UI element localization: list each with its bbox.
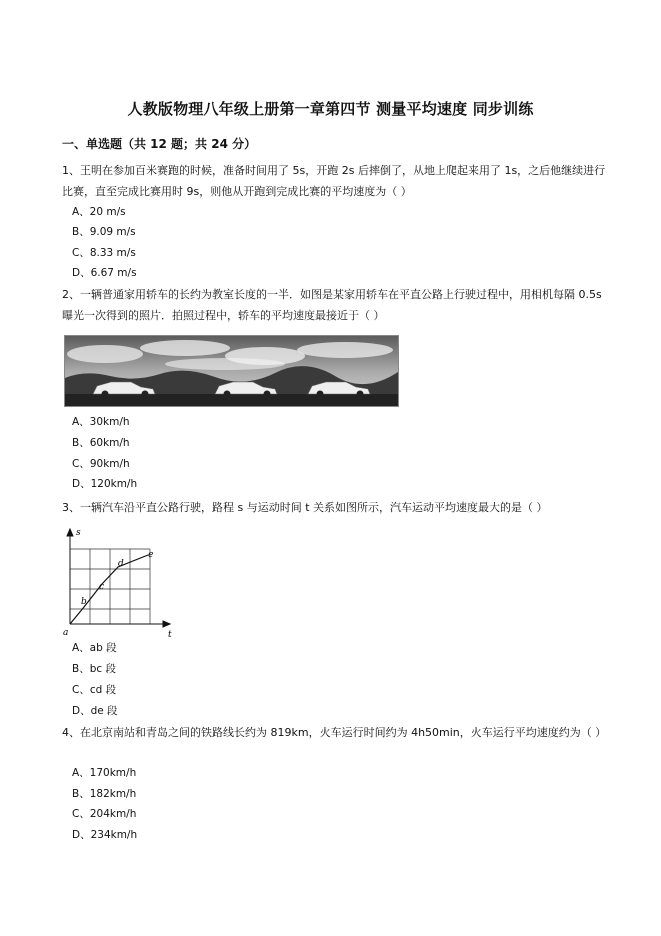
- question-3-option-d: D、de 段: [72, 705, 118, 717]
- question-1-option-c: C、8.33 m/s: [72, 247, 136, 259]
- point-label-c: c: [99, 582, 105, 592]
- question-2-option-b: B、60km/h: [72, 437, 130, 449]
- section-heading: 一、单选题（共 12 题；共 24 分）: [62, 137, 257, 151]
- question-4-text: 4、在北京南站和青岛之间的铁路线长约为 819km，火车运行时间约为 4h50min，火车运行平均速度约为（ ）: [62, 726, 607, 739]
- question-2-option-d: D、120km/h: [72, 478, 138, 490]
- question-2-option-a: A、30km/h: [72, 416, 130, 428]
- question-4-option-d: D、234km/h: [72, 829, 138, 841]
- graph-curve: [70, 555, 148, 624]
- question-1-option-a: A、20 m/s: [72, 206, 126, 218]
- question-1-option-b: B、9.09 m/s: [72, 226, 136, 238]
- distance-time-graph: [62, 527, 177, 639]
- question-2-text: 2、一辆普通家用轿车的长约为教室长度的一半．如图是某家用轿车在平直公路上行驶过程中，用相机每隔 0.5s 曝光一次得到的照片．拍照过程中，轿车的平均速度最接近于（ ）: [62, 288, 602, 322]
- graph-grid: [70, 549, 150, 624]
- point-label-b: b: [81, 597, 87, 607]
- question-3-option-c: C、cd 段: [72, 684, 117, 696]
- page-title: 人教版物理八年级上册第一章第四节 测量平均速度 同步训练: [127, 100, 534, 118]
- question-3-text: 3、一辆汽车沿平直公路行驶，路程 s 与运动时间 t 关系如图所示，汽车运动平均速度最大的是（ ）: [62, 501, 548, 514]
- axis-label-t: t: [168, 630, 172, 639]
- car-photo: [64, 335, 399, 407]
- question-3-option-b: B、bc 段: [72, 663, 116, 675]
- axis-label-s: s: [76, 528, 81, 538]
- question-1-text: 1、王明在参加百米赛跑的时候，准备时间用了 5s，开跑 2s 后摔倒了，从地上爬起来用了 1s，之后他继续进行比赛，直至完成比赛用时 9s，则他从开跑到完成比赛的平均速度为（ ）: [62, 164, 606, 198]
- question-4-option-a: A、170km/h: [72, 767, 137, 779]
- question-2-option-c: C、90km/h: [72, 458, 130, 470]
- point-label-e: e: [148, 550, 154, 560]
- question-4-option-b: B、182km/h: [72, 788, 137, 800]
- question-4-option-c: C、204km/h: [72, 808, 137, 820]
- question-3-option-a: A、ab 段: [72, 642, 117, 654]
- graph-axes: [67, 529, 170, 627]
- point-label-a: a: [63, 628, 69, 638]
- question-1-option-d: D、6.67 m/s: [72, 267, 137, 279]
- point-label-d: d: [118, 559, 124, 569]
